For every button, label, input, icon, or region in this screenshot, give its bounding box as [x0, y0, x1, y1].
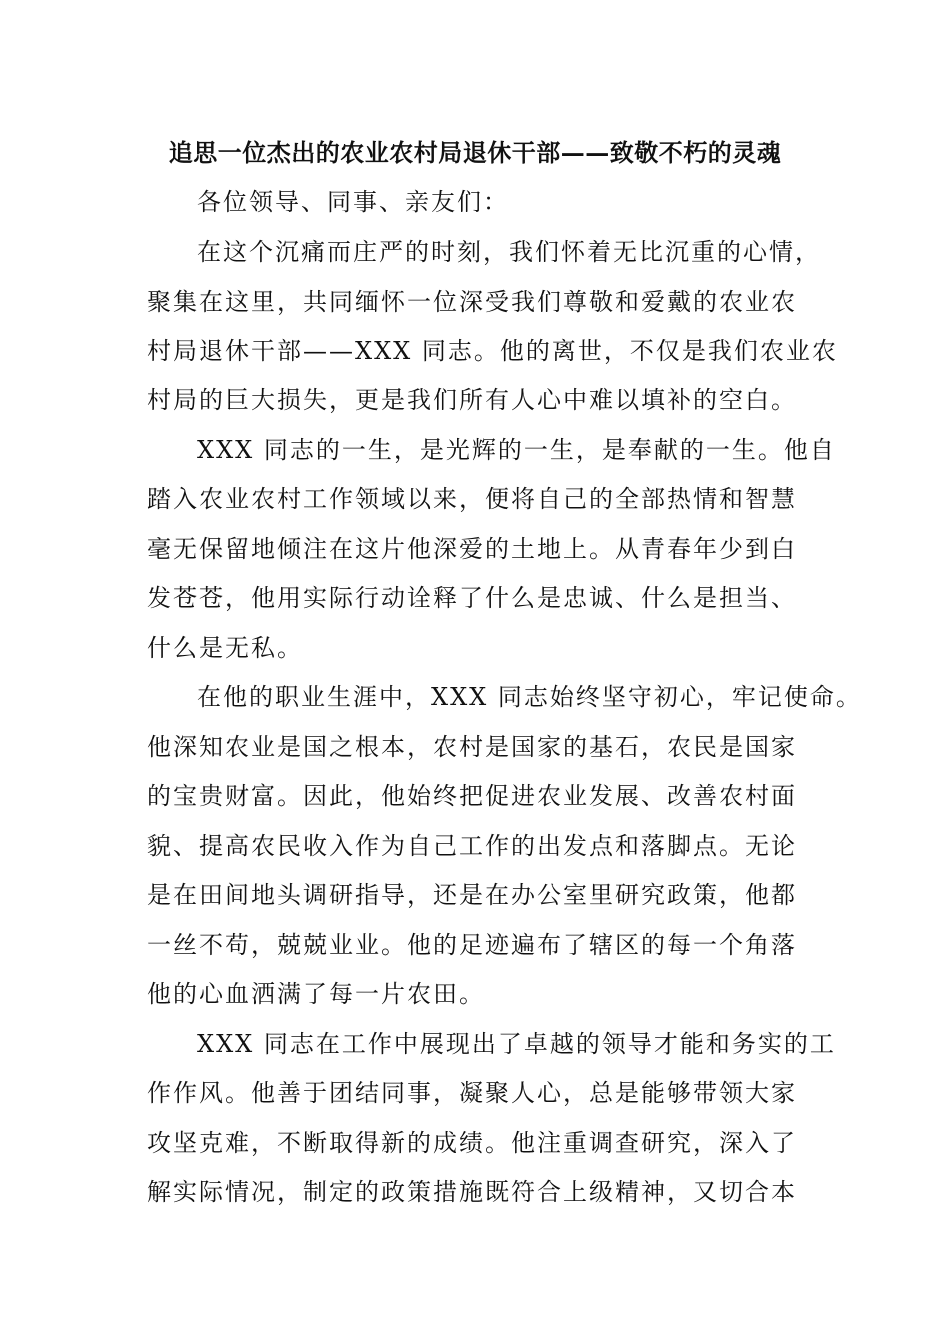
- paragraph-line: XXX 同志在工作中展现出了卓越的领导才能和务实的工: [197, 1030, 836, 1058]
- paragraph-line: 他深知农业是国之根本，农村是国家的基石，农民是国家: [147, 733, 797, 761]
- paragraph-line: XXX 同志的一生，是光辉的一生，是奉献的一生。他自: [197, 436, 836, 464]
- paragraph-line: 村局退休干部——XXX 同志。他的离世，不仅是我们农业农: [147, 337, 838, 365]
- paragraph-line: 是在田间地头调研指导，还是在办公室里研究政策，他都: [147, 881, 797, 909]
- paragraph-line: 在他的职业生涯中，XXX 同志始终坚守初心，牢记使命。: [197, 683, 862, 711]
- paragraph-line: 的宝贵财富。因此，他始终把促进农业发展、改善农村面: [147, 782, 797, 810]
- paragraph-line: 在这个沉痛而庄严的时刻，我们怀着无比沉重的心情，: [197, 238, 821, 266]
- paragraph-line: 貌、提高农民收入作为自己工作的出发点和落脚点。无论: [147, 832, 797, 860]
- salutation: 各位领导、同事、亲友们：: [197, 188, 509, 216]
- paragraph-line: 聚集在这里，共同缅怀一位深受我们尊敬和爱戴的农业农: [147, 288, 797, 316]
- paragraph-line: 发苍苍，他用实际行动诠释了什么是忠诚、什么是担当、: [147, 584, 797, 612]
- document-title: 追思一位杰出的农业农村局退休干部——致敬不朽的灵魂: [168, 138, 782, 167]
- paragraph-line: 攻坚克难，不断取得新的成绩。他注重调查研究，深入了: [147, 1129, 797, 1157]
- paragraph-line: 一丝不苟，兢兢业业。他的足迹遍布了辖区的每一个角落: [147, 931, 797, 959]
- paragraph-line: 解实际情况，制定的政策措施既符合上级精神，又切合本: [147, 1178, 797, 1206]
- paragraph-line: 踏入农业农村工作领域以来，便将自己的全部热情和智慧: [147, 485, 797, 513]
- paragraph-line: 村局的巨大损失，更是我们所有人心中难以填补的空白。: [147, 386, 797, 414]
- paragraph-line: 作作风。他善于团结同事，凝聚人心，总是能够带领大家: [147, 1079, 797, 1107]
- paragraph-line: 毫无保留地倾注在这片他深爱的土地上。从青春年少到白: [147, 535, 797, 563]
- paragraph-line: 什么是无私。: [147, 634, 303, 662]
- paragraph-line: 他的心血洒满了每一片农田。: [147, 980, 485, 1008]
